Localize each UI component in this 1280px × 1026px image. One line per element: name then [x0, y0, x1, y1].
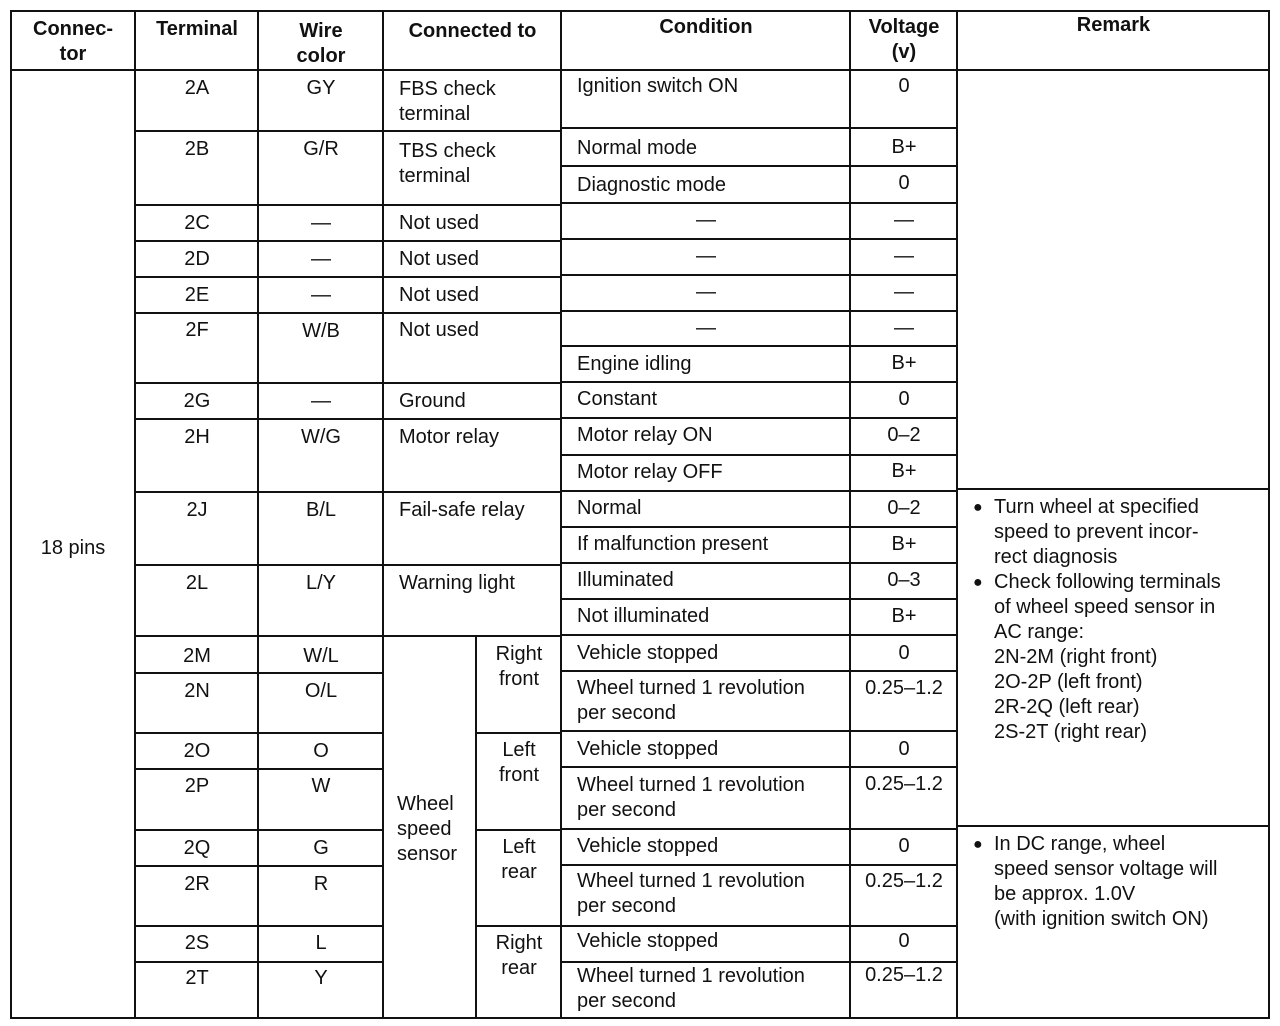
wire-2G: —	[311, 390, 331, 412]
voltage-2B-2: 0	[898, 172, 910, 194]
voltage-2F-1: —	[894, 317, 914, 339]
wire-2L: L/Y	[305, 572, 337, 594]
wheel-speed-sensor-label: Wheel speed sensor	[397, 793, 458, 865]
terminal-2Q: 2Q	[183, 837, 211, 859]
condition-2S-stopped: Vehicle stopped	[577, 930, 719, 952]
condition-2H-2: Motor relay OFF	[577, 461, 723, 483]
wire-2C: —	[311, 212, 331, 234]
connected-2B: TBS check terminal	[399, 140, 496, 187]
connected-2L: Warning light	[399, 572, 515, 594]
terminal-2A: 2A	[184, 77, 210, 99]
header-wire-color: Wire color	[296, 20, 346, 67]
remark-bullet-icon: ●	[973, 836, 983, 853]
voltage-2S-stopped: 0	[898, 930, 910, 952]
condition-2H-1: Motor relay ON	[577, 424, 713, 446]
header-terminal: Terminal	[156, 18, 238, 40]
terminal-2J: 2J	[186, 499, 208, 521]
condition-2M-stopped: Vehicle stopped	[577, 642, 719, 664]
wire-2D: —	[311, 248, 331, 270]
condition-2J-1: Normal	[577, 497, 642, 519]
header-connected-to: Connected to	[408, 20, 537, 42]
connected-2F: Not used	[399, 319, 480, 341]
condition-2L-1: Illuminated	[577, 569, 674, 591]
connected-2A: FBS check terminal	[399, 78, 496, 125]
voltage-2R-turned: 0.25–1.2	[865, 870, 943, 892]
remark-dc-range: In DC range, wheel speed sensor voltage will be approx. 1.0V (with ignition switch ON)	[994, 833, 1218, 930]
terminal-2H: 2H	[184, 426, 210, 448]
wire-2N: O/L	[304, 680, 338, 702]
wire-2R: R	[313, 873, 329, 895]
connected-2D: Not used	[399, 248, 480, 270]
position-left-rear: Left rear	[501, 836, 537, 883]
voltage-2P-turned: 0.25–1.2	[865, 773, 943, 795]
wire-2Q: G	[313, 837, 329, 859]
remark-ac-range: Check following terminals of wheel speed sensor in AC range:	[994, 571, 1221, 643]
header-condition: Condition	[659, 16, 753, 38]
voltage-2J-1: 0–2	[887, 497, 921, 519]
voltage-2O-stopped: 0	[898, 738, 910, 760]
wire-2H: W/G	[301, 426, 341, 448]
voltage-2D-1: —	[894, 245, 914, 267]
connected-2H: Motor relay	[399, 426, 500, 448]
condition-2E-1: —	[696, 281, 716, 303]
terminal-2N: 2N	[184, 680, 210, 702]
voltage-2L-1: 0–3	[887, 569, 921, 591]
terminal-2B: 2B	[184, 138, 210, 160]
voltage-2E-1: —	[894, 281, 914, 303]
voltage-2N-turned: 0.25–1.2	[865, 677, 943, 699]
condition-2R-turned: Wheel turned 1 revolution per second	[577, 870, 805, 917]
header-connector: Connec- tor	[33, 18, 113, 65]
header-voltage: Voltage (v)	[868, 16, 940, 63]
voltage-2M-stopped: 0	[898, 642, 910, 664]
terminal-2O: 2O	[183, 740, 211, 762]
condition-2O-stopped: Vehicle stopped	[577, 738, 719, 760]
wire-2T: Y	[314, 967, 328, 989]
voltage-2F-2: B+	[891, 352, 917, 374]
condition-2J-2: If malfunction present	[577, 533, 769, 555]
wire-2J: B/L	[305, 499, 337, 521]
condition-2G-1: Constant	[577, 388, 658, 410]
voltage-2A-1: 0	[898, 75, 910, 97]
terminal-2E: 2E	[184, 284, 210, 306]
wire-2A: GY	[306, 77, 336, 99]
voltage-2T-turned: 0.25–1.2	[865, 964, 943, 986]
terminal-2S: 2S	[184, 932, 210, 954]
connected-2E: Not used	[399, 284, 480, 306]
condition-2N-turned: Wheel turned 1 revolution per second	[577, 677, 805, 724]
terminal-2L: 2L	[185, 572, 209, 594]
condition-2B-1: Normal mode	[577, 137, 698, 159]
wire-2P: W	[311, 775, 331, 797]
condition-2T-turned: Wheel turned 1 revolution per second	[577, 965, 805, 1012]
voltage-2H-2: B+	[891, 460, 917, 482]
terminal-2M: 2M	[183, 645, 211, 667]
wire-2E: —	[311, 284, 331, 306]
voltage-2G-1: 0	[898, 388, 910, 410]
terminal-2G: 2G	[183, 390, 211, 412]
terminal-2P: 2P	[184, 775, 210, 797]
terminal-2T: 2T	[185, 967, 209, 989]
remark-bullet-icon: ●	[973, 499, 983, 516]
wire-2M: W/L	[303, 645, 339, 667]
condition-2P-turned: Wheel turned 1 revolution per second	[577, 774, 805, 821]
terminal-2C: 2C	[184, 212, 210, 234]
remark-terminal-pairs: 2N-2M (right front) 2O-2P (left front) 2R-2Q (left rear) 2S-2T (right rear)	[994, 646, 1158, 743]
terminal-2D: 2D	[184, 248, 210, 270]
position-right-front: Right front	[495, 643, 543, 690]
voltage-2L-2: B+	[891, 605, 917, 627]
condition-2F-2: Engine idling	[577, 353, 692, 375]
condition-2F-1: —	[696, 317, 716, 339]
condition-2C-1: —	[696, 209, 716, 231]
voltage-2Q-stopped: 0	[898, 835, 910, 857]
condition-2L-2: Not illuminated	[577, 605, 710, 627]
condition-2B-2: Diagnostic mode	[577, 174, 726, 196]
wire-2O: O	[313, 740, 329, 762]
remark-bullet-icon: ●	[973, 574, 983, 591]
terminal-2R: 2R	[184, 873, 210, 895]
wire-2F: W/B	[302, 320, 340, 342]
wire-2S: L	[315, 932, 327, 954]
voltage-2B-1: B+	[891, 136, 917, 158]
wire-2B: G/R	[303, 138, 339, 160]
header-remark: Remark	[1076, 14, 1151, 36]
voltage-2J-2: B+	[891, 533, 917, 555]
condition-2D-1: —	[696, 245, 716, 267]
condition-2Q-stopped: Vehicle stopped	[577, 835, 719, 857]
connected-2J: Fail-safe relay	[399, 499, 525, 521]
connected-2G: Ground	[399, 390, 466, 412]
position-right-rear: Right rear	[495, 932, 543, 979]
voltage-2C-1: —	[894, 209, 914, 231]
condition-2A-1: Ignition switch ON	[577, 75, 739, 97]
terminal-2F: 2F	[185, 319, 209, 341]
position-left-front: Left front	[498, 739, 540, 786]
connector-pins: 18 pins	[40, 537, 106, 559]
connected-2C: Not used	[399, 212, 480, 234]
remark-diagnosis: Turn wheel at specified speed to prevent incor- rect diagnosis	[994, 496, 1199, 568]
voltage-2H-1: 0–2	[887, 424, 921, 446]
